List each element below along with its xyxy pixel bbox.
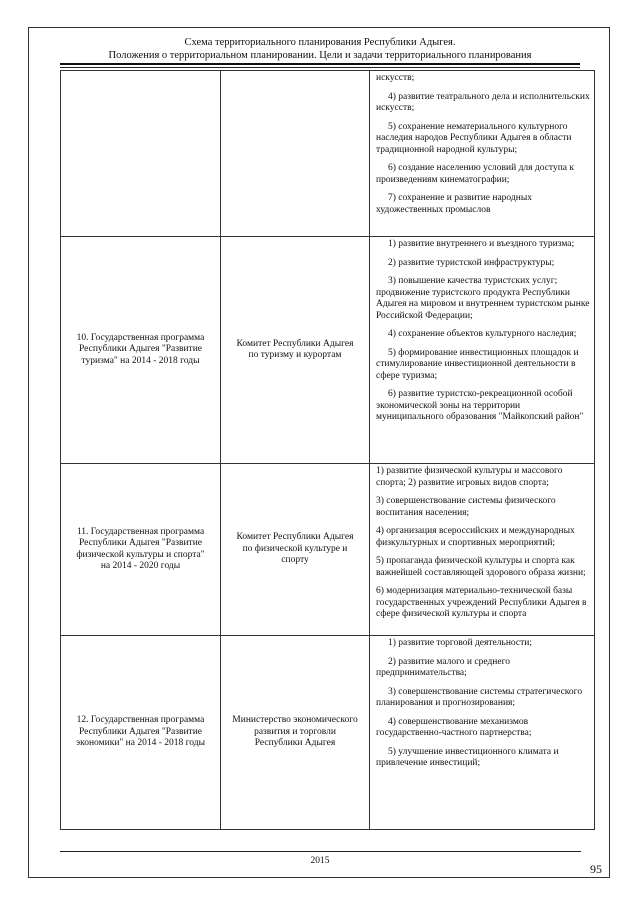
- header-rule-thick: [60, 63, 580, 65]
- program-cell: [61, 71, 221, 237]
- tasks-cell: [370, 464, 595, 636]
- task-item: 6) развитие туристско-рекреационной особой экономической зоны на территории муниципального образования "Майкопский район": [376, 389, 584, 422]
- task-item: 3) совершенствование системы физического воспитания населения;: [376, 496, 556, 518]
- table-row: [61, 636, 595, 830]
- task-item: 1) развитие торговой деятельности;: [388, 638, 532, 648]
- task-item: 1) развитие физической культуры и массового спорта; 2) развитие игровых видов спорта;: [376, 466, 563, 488]
- organization-cell: Комитет Республики Адыгея по туризму и курортам: [221, 237, 370, 464]
- task-item: 4) совершенствование механизмов государственно-частного партнерства;: [376, 716, 532, 738]
- task-item: 1) развитие внутреннего и въездного туризма;: [388, 239, 575, 249]
- task-item: 3) совершенствование системы стратегического планирования и прогнозирования;: [376, 686, 583, 708]
- header-subtitle: Положения о территориальном планировании. Цели и задачи территориального планирования: [108, 50, 532, 61]
- task-item: 3) повышение качества туристских услуг; продвижение туристского продукта Республики Адыгея на мировом и внутреннем туристском рынке Российской Федерации;: [376, 276, 590, 321]
- task-item: 5) сохранение нематериального культурного наследия народов Республики Адыгея в области традиционной народной культуры;: [376, 121, 572, 155]
- task-item: 4) организация всероссийских и международных физкультурных и спортивных мероприятий;: [376, 526, 575, 548]
- programs-table: [60, 70, 595, 830]
- table-row: [61, 237, 595, 464]
- task-item: 5) пропаганда физической культуры и спорта как важнейшей составляющей здорового образа жизни;: [376, 556, 586, 578]
- task-item: искусств;: [376, 73, 415, 83]
- task-item: 5) улучшение инвестиционного климата и привлечение инвестиций;: [376, 746, 559, 768]
- table-row: [61, 71, 595, 237]
- task-item: 2) развитие малого и среднего предпринимательства;: [376, 656, 510, 678]
- page-number: 95: [590, 862, 602, 876]
- tasks-cell: [370, 636, 595, 830]
- footer-rule: [60, 851, 581, 852]
- program-cell: 11. Государственная программа Республики Адыгея "Развитие физической культуры и спорта" на 2014 - 2020 годы: [61, 464, 221, 636]
- task-item: 6) модернизация материально-технической базы государственных учреждений Республики Адыгея в сфере физической культуры и спорта: [376, 586, 587, 619]
- tasks-cell: [370, 237, 595, 464]
- task-item: 7) сохранение и развитие народных художественных промыслов: [376, 193, 532, 215]
- program-cell: 10. Государственная программа Республики Адыгея "Развитие туризма" на 2014 - 2018 годы: [61, 237, 221, 464]
- document-header: [40, 36, 600, 62]
- organization-cell: Министерство экономического развития и торговли Республики Адыгея: [221, 636, 370, 830]
- task-item: 5) формирование инвестиционных площадок и стимулирование инвестиционной деятельности в сфере туризма;: [376, 347, 579, 381]
- organization-cell: [221, 71, 370, 237]
- header-title: Схема территориального планирования Республики Адыгея.: [184, 37, 456, 48]
- table-row: [61, 464, 595, 636]
- footer-year: 2015: [310, 856, 330, 866]
- task-item: 4) сохранение объектов культурного наследия;: [388, 329, 577, 339]
- header-rule-thin: [60, 67, 580, 68]
- program-cell: 12. Государственная программа Республики Адыгея "Развитие экономики" на 2014 - 2018 годы: [61, 636, 221, 830]
- task-item: 2) развитие туристской инфраструктуры;: [388, 257, 555, 268]
- organization-cell: Комитет Республики Адыгея по физической культуре и спорту: [221, 464, 370, 636]
- task-item: 4) развитие театрального дела и исполнительских искусств;: [376, 91, 590, 113]
- tasks-cell: [370, 71, 595, 237]
- task-item: 6) создание населению условий для доступа к произведениям кинематографии;: [376, 163, 575, 185]
